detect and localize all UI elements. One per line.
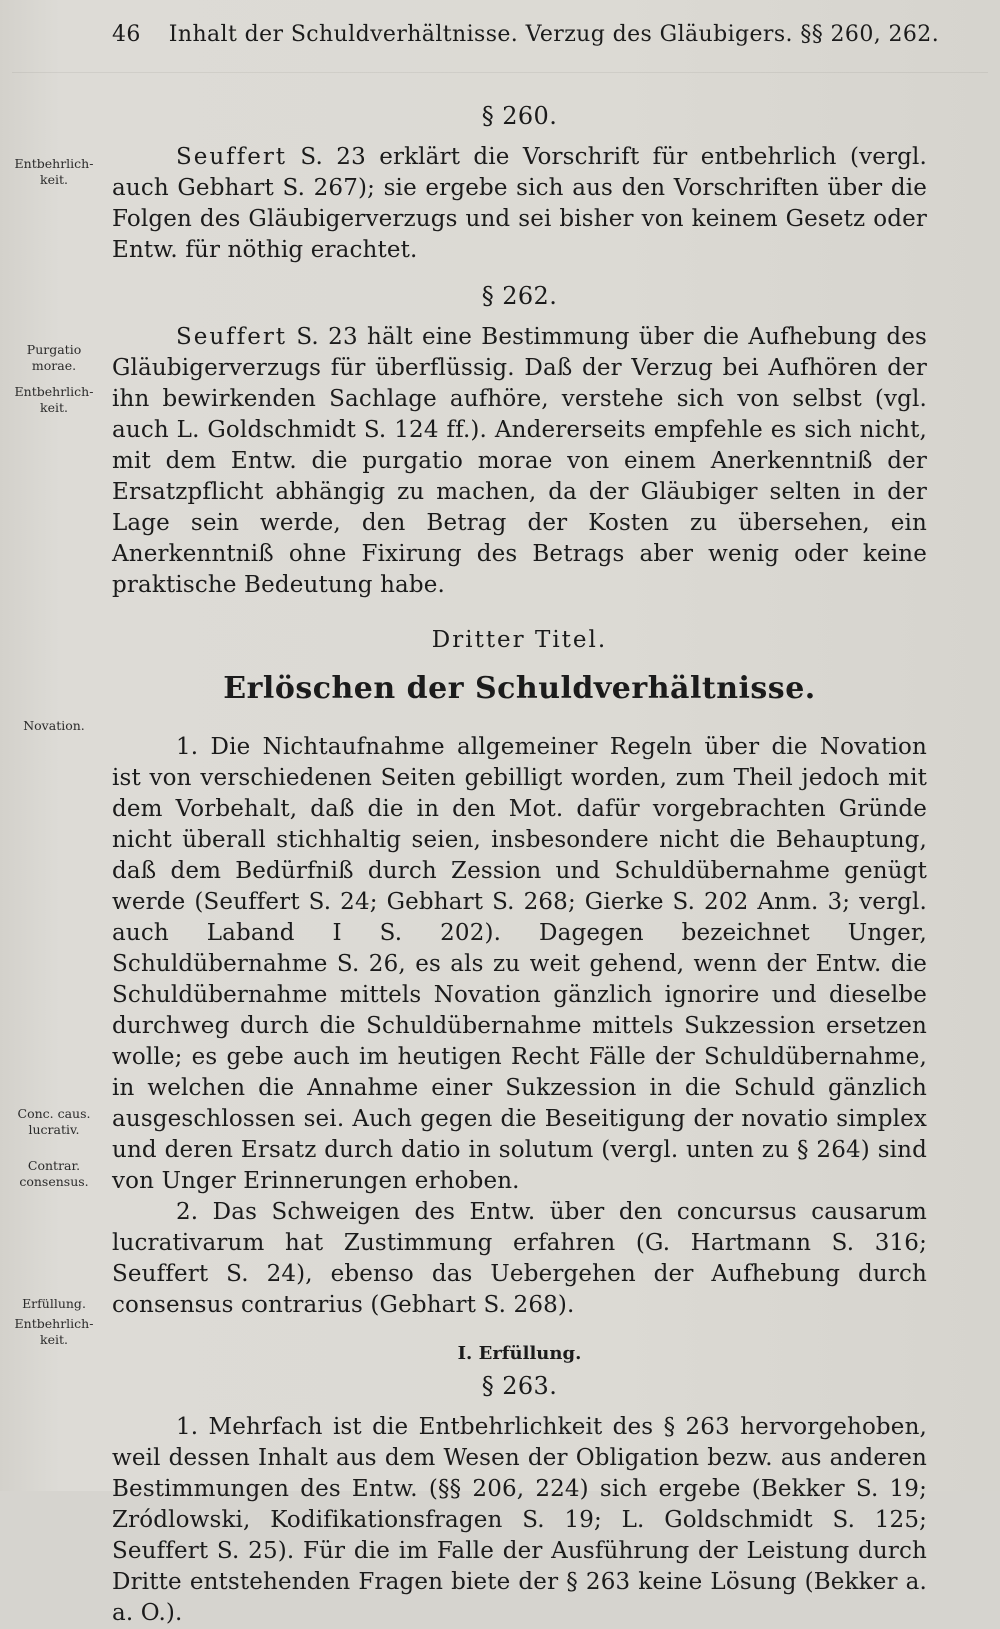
paragraph-260: [112, 142, 927, 266]
margin-note-purgatio: Purgatio morae.: [26, 342, 82, 373]
paragraph-262: [112, 322, 927, 601]
title-dritter-titel: Dritter Titel.: [431, 627, 608, 653]
running-title: Inhalt der Schuldverhältnisse. Verzug des Gläubigers. §§ 260, 262.: [168, 22, 940, 47]
section-heading-260: § 260.: [481, 102, 558, 130]
margin-note-entbehrlichkeit: Entbehrlich- keit.: [14, 156, 94, 187]
running-header: [112, 22, 940, 58]
paragraph-263: 1. Mehrfach ist die Entbehrlichkeit des § 263 hervorgehoben, weil dessen Inhalt aus dem Wesen der Obligation bezw. aus anderen Bestimmungen des Entw. (§§ 206, 224) sich ergebe (Bekker S. 19; Zródlowski, Kodifikationsfragen S. 19; L. Goldschmidt S. 125; Seuffert S. 25). Für die im Falle der Ausführung der Leistung durch Dritte entstehenden Fragen biete der § 263 keine Lösung (Bekker a. a. O.).: [112, 1414, 927, 1626]
margin-note-contrar: Contrar. consensus.: [19, 1158, 89, 1189]
heading-erfuellung: I. Erfüllung.: [457, 1343, 582, 1364]
margin-note-conc-caus: Conc. caus. lucrativ.: [17, 1106, 91, 1137]
header-rule: [12, 72, 988, 73]
paragraph-novation-1: 1. Die Nichtaufnahme allgemeiner Regeln über die Novation ist von verschiedenen Seiten gebilligt worden, zum Theil jedoch mit dem Vorbehalt, daß die in den Mot. dafür vorgebrachten Gründe nicht überall stichhaltig seien, insbesondere nicht die Behauptung, daß dem Bedürfniß durch Zession und Schuldübernahme genügt werde (Seuffert S. 24; Gebhart S. 268; Gierke S. 202 Anm. 3; vergl. auch Laband I S. 202). Dagegen bezeichnet Unger, Schuldübernahme S. 26, es als zu weit gehend, wenn der Entw. die Schuldübernahme mittels Novation gänzlich ignorire und dieselbe durchweg durch die Schuldübernahme mittels Sukzession ersetzen wolle; es gebe auch im heutigen Recht Fälle der Schuldübernahme, in welchen die Annahme einer Sukzession in die Schuld gänzlich ausgeschlossen sei. Auch gegen die Beseitigung der novatio simplex und deren Ersatz durch datio in solutum (vergl. unten zu § 264) sind von Unger Erinnerungen erhoben.: [112, 734, 927, 1194]
paragraph-novation-2: 2. Das Schweigen des Entw. über den concursus causarum lucrativarum hat Zustimmung erfahren (G. Hartmann S. 316; Seuffert S. 24), ebenso das Uebergehen der Aufhebung durch consensus contrarius (Gebhart S. 268).: [112, 1199, 927, 1318]
page-number: 46: [112, 22, 141, 47]
paragraph-260-text: S. 23 erklärt die Vorschrift für entbehrlich (vergl. auch Gebhart S. 267); sie ergebe sich aus den Vorschriften über die Folgen des Gläubigerverzugs und sei bisher von keinem Gesetz oder Entw. für nöthig erachtet.: [112, 144, 927, 263]
author-seuffert-2: Seuffert: [176, 324, 288, 350]
section-heading-263: § 263.: [481, 1372, 558, 1400]
margin-note-entbehrlichkeit-3: Entbehrlich- keit.: [14, 1316, 94, 1347]
section-heading-262: § 262.: [481, 282, 558, 310]
margin-note-entbehrlichkeit-2: Entbehrlich- keit.: [14, 384, 94, 415]
margin-note-novation: Novation.: [23, 718, 85, 733]
paragraph-262-text: S. 23 hält eine Bestimmung über die Aufhebung des Gläubigerverzugs für überflüssig. Daß der Verzug bei Aufhören der ihn bewirkenden Sachlage aufhöre, verstehe sich von selbst (vgl. auch L. Goldschmidt S. 124 ff.). Andererseits empfehle es sich nicht, mit dem Entw. die purgatio morae von einem Anerkenntniß der Ersatzpflicht abhängig zu machen, da der Gläubiger selten in der Lage sein werde, den Betrag der Kosten zu übersehen, ein Anerkenntniß ohne Fixirung des Betrags aber wenig oder keine praktische Bedeutung habe.: [112, 324, 927, 598]
author-seuffert: Seuffert: [176, 144, 288, 170]
title-erloeschen: Erlöschen der Schuldverhältnisse.: [223, 671, 816, 706]
margin-note-erfuellung: Erfüllung.: [22, 1296, 86, 1311]
main-text-column: [112, 88, 927, 1629]
